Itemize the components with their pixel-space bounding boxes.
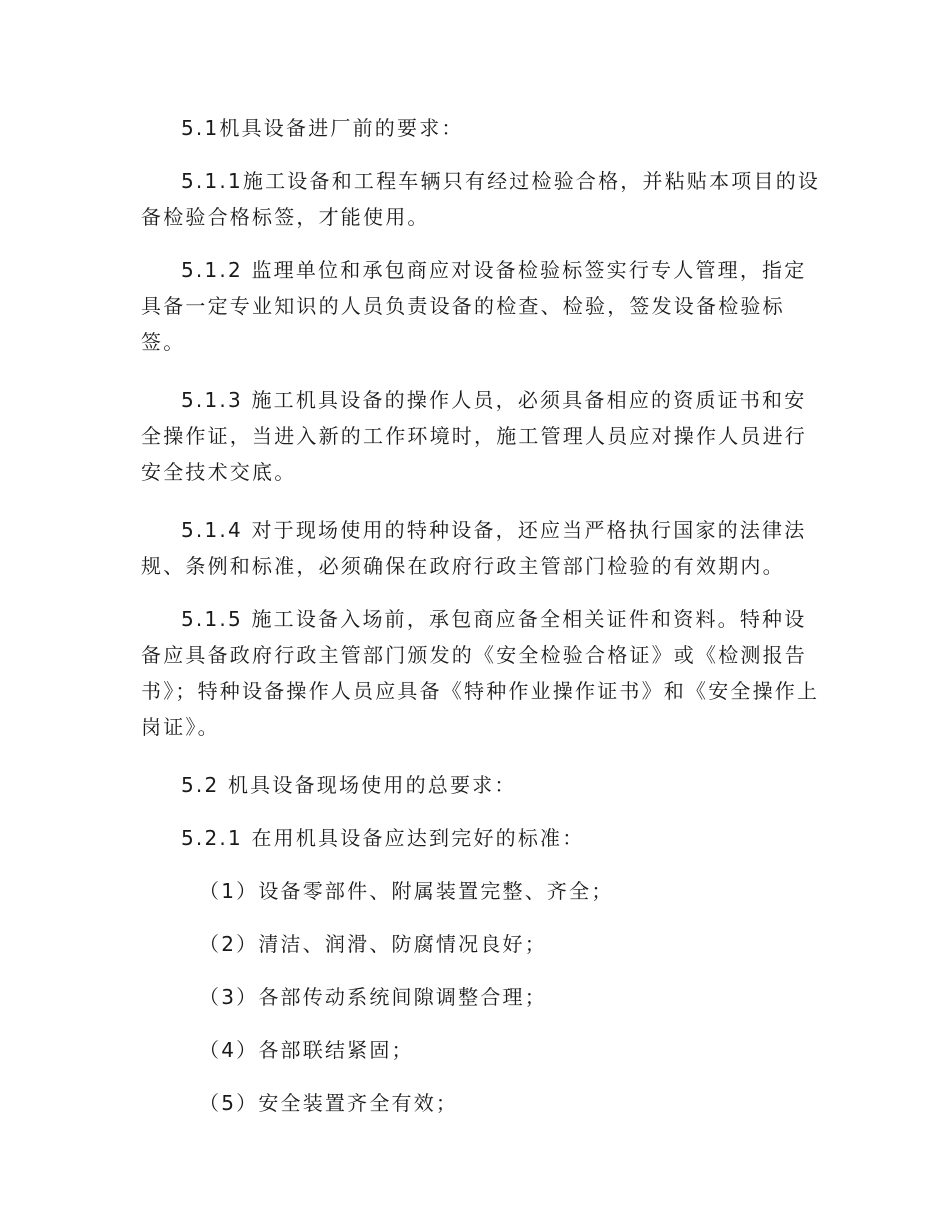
list-item: （5）安全装置齐全有效；	[199, 1091, 459, 1115]
paragraph-5-2-1: 5.2.1 在用机具设备应达到完好的标准：	[181, 826, 585, 850]
list-item: （1）设备零部件、附属装置完整、齐全；	[199, 879, 614, 903]
section-heading-5-1: 5.1机具设备进厂前的要求：	[181, 116, 464, 140]
paragraph-5-1-1: 5.1.1施工设备和工程车辆只有经过检验合格，并粘贴本项目的设备检验合格标签，才能使用。	[141, 169, 821, 229]
document-body	[141, 110, 821, 1121]
paragraph-5-1-5: 5.1.5 施工设备入场前，承包商应备全相关证件和资料。特种设备应具备政府行政主管部门颁发的《安全检验合格证》或《检测报告书》；特种设备操作人员应具备《特种作业操作证书》和《安全操作上岗证》。	[141, 607, 820, 739]
section-heading-5-2: 5.2 机具设备现场使用的总要求：	[181, 773, 517, 797]
paragraph-5-1-3: 5.1.3 施工机具设备的操作人员，必须具备相应的资质证书和安全操作证，当进入新的工作环境时，施工管理人员应对操作人员进行安全技术交底。	[141, 388, 807, 484]
list-item: （2）清洁、润滑、防腐情况良好；	[199, 932, 547, 956]
paragraph-5-1-4: 5.1.4 对于现场使用的特种设备，还应当严格执行国家的法律法规、条例和标准，必须确保在政府行政主管部门检验的有效期内。	[141, 518, 807, 578]
list-item: （4）各部联结紧固；	[199, 1038, 414, 1062]
paragraph-5-1-2: 5.1.2 监理单位和承包商应对设备检验标签实行专人管理，指定具备一定专业知识的人员负责设备的检查、检验，签发设备检验标签。	[141, 258, 807, 354]
list-item: （3）各部传动系统间隙调整合理；	[199, 985, 547, 1009]
